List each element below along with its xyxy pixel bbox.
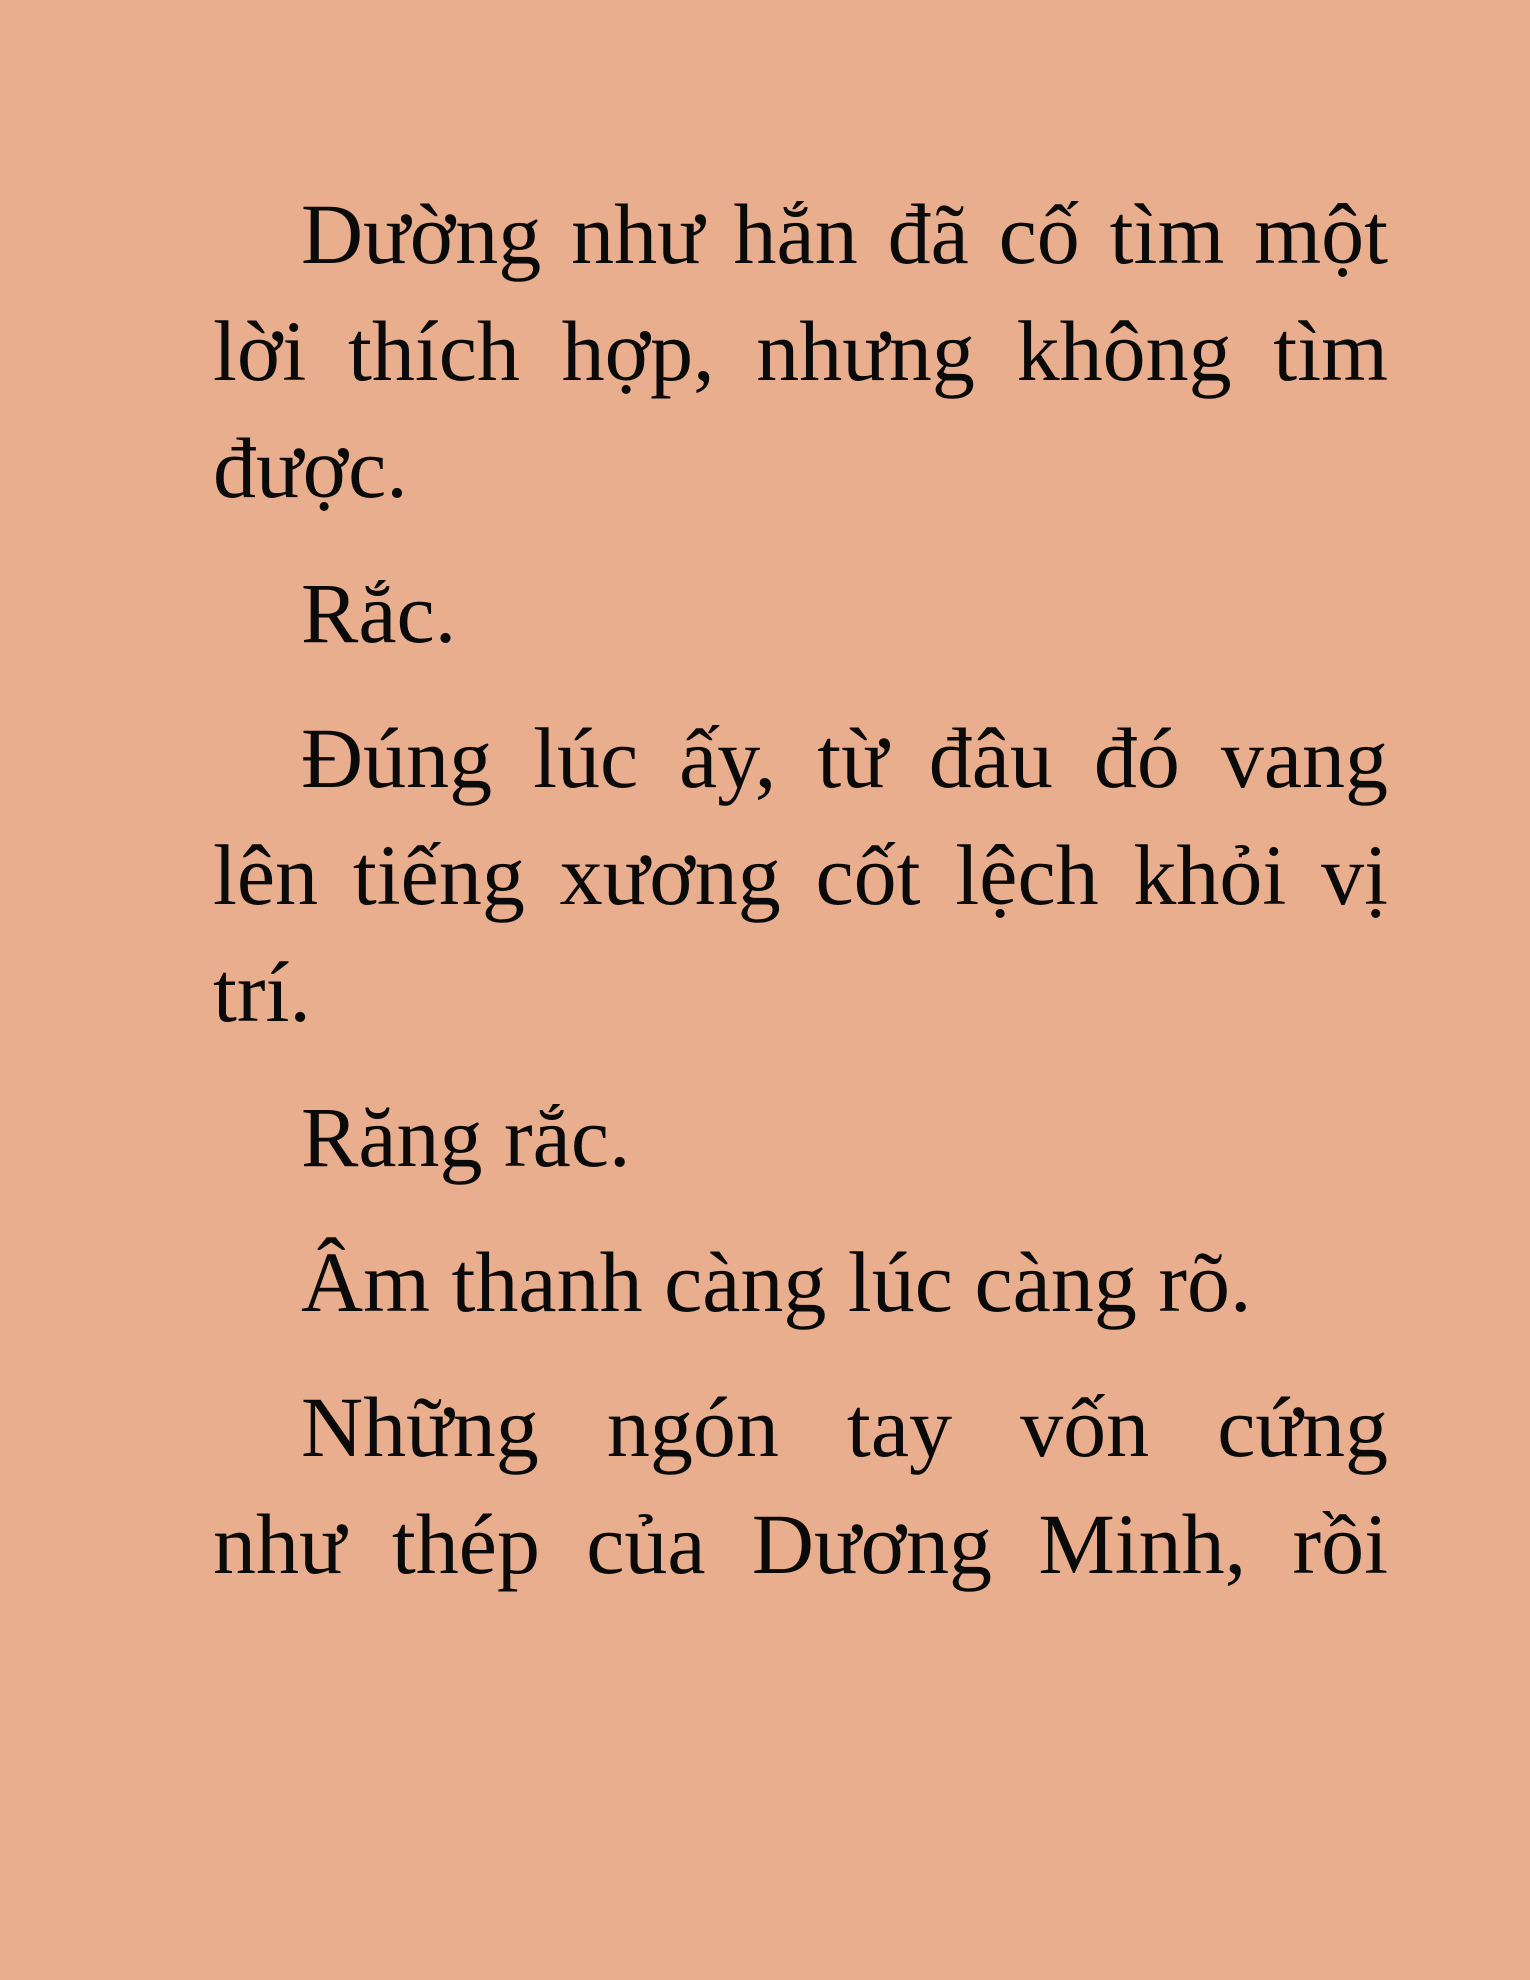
paragraph-6	[213, 1369, 1388, 1603]
paragraph-3-line-3: trí.	[213, 944, 311, 1040]
paragraph-3	[213, 700, 1388, 1051]
paragraph-5	[213, 1224, 1388, 1341]
paragraph-6-line-2: như thép của Dương Minh, rồi	[213, 1496, 1388, 1592]
paragraph-1-line-3: được.	[213, 420, 408, 516]
paragraph-1	[213, 176, 1388, 527]
paragraph-1-line-1: Dường như hắn đã cố tìm một	[301, 186, 1388, 282]
paragraph-1-line-2: lời thích hợp, nhưng không tìm	[213, 303, 1388, 399]
paragraph-3-line-1: Đúng lúc ấy, từ đâu đó vang	[301, 710, 1388, 806]
paragraph-2-line-1: Rắc.	[301, 565, 457, 661]
paragraph-2	[213, 555, 1388, 672]
paragraph-3-line-2: lên tiếng xương cốt lệch khỏi vị	[213, 827, 1388, 923]
paragraph-6-line-1: Những ngón tay vốn cứng	[301, 1379, 1388, 1475]
paragraph-4-line-1: Răng rắc.	[301, 1089, 631, 1185]
paragraph-4	[213, 1079, 1388, 1196]
paragraph-5-line-1: Âm thanh càng lúc càng rõ.	[301, 1234, 1252, 1330]
story-text	[213, 176, 1388, 1631]
